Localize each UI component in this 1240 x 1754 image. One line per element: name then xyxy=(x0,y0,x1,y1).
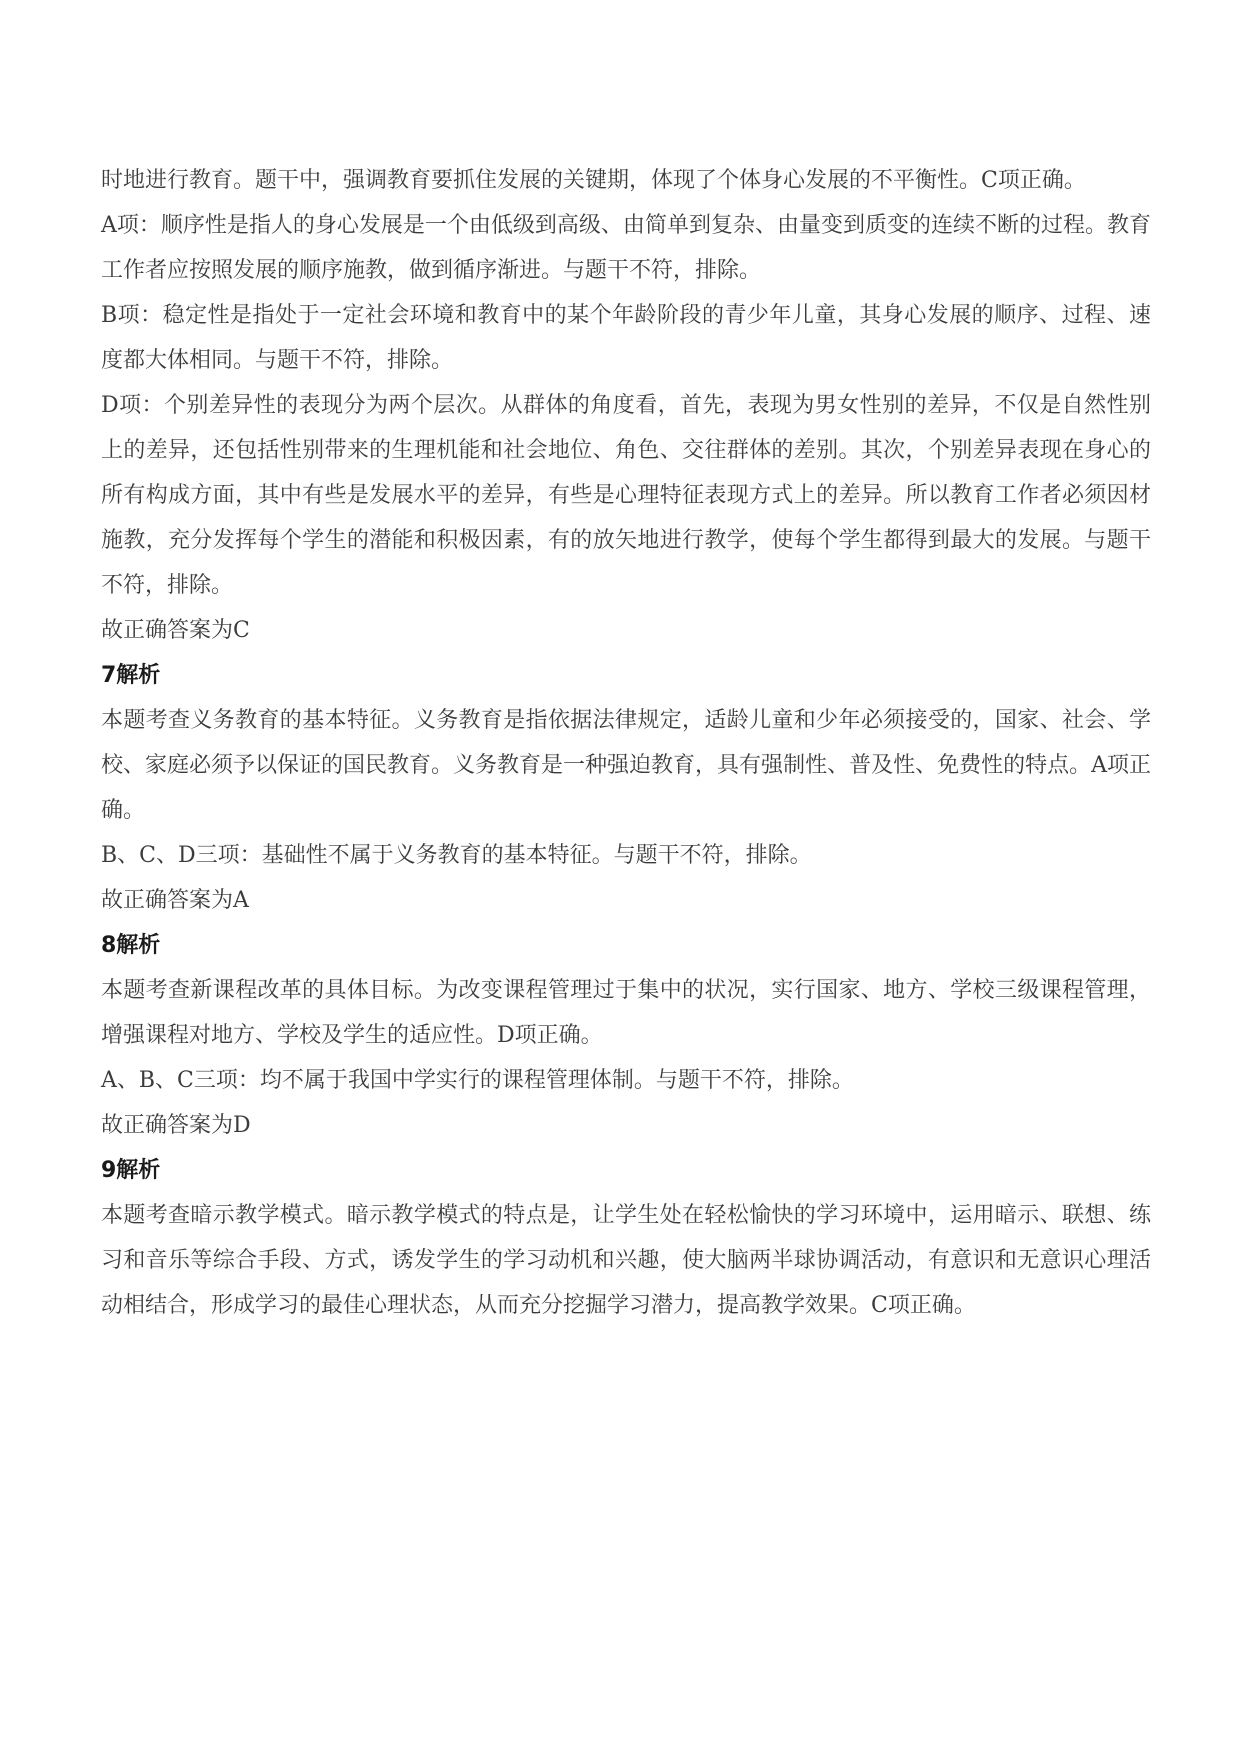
answer-line: 故正确答案为D xyxy=(101,1113,251,1138)
section-heading: 9解析 xyxy=(101,1158,161,1183)
document-page xyxy=(101,158,1151,1328)
paragraph: 本题考查暗示教学模式。暗示教学模式的特点是，让学生处在轻松愉快的学习环境中，运用暗示、联想、练习和音乐等综合手段、方式，诱发学生的学习动机和兴趣，使大脑两半球协调活动，有意识和无意识心理活动相结合，形成学习的最佳心理状态，从而充分挖掘学习潜力，提高教学效果。C项正确。 xyxy=(101,1203,1151,1318)
paragraph: A、B、C三项：均不属于我国中学实行的课程管理体制。与题干不符，排除。 xyxy=(101,1068,854,1093)
section-heading: 7解析 xyxy=(101,663,161,688)
answer-line: 故正确答案为C xyxy=(101,618,250,643)
paragraph: 本题考查新课程改革的具体目标。为改变课程管理过于集中的状况，实行国家、地方、学校三级课程管理，增强课程对地方、学校及学生的适应性。D项正确。 xyxy=(101,978,1151,1048)
section-heading: 8解析 xyxy=(101,933,161,958)
paragraph: D项：个别差异性的表现分为两个层次。从群体的角度看，首先，表现为男女性别的差异，不仅是自然性别上的差异，还包括性别带来的生理机能和社会地位、角色、交往群体的差别。其次，个别差异表现在身心的所有构成方面，其中有些是发展水平的差异，有些是心理特征表现方式上的差异。所以教育工作者必须因材施教，充分发挥每个学生的潜能和积极因素，有的放矢地进行教学，使每个学生都得到最大的发展。与题干不符，排除。 xyxy=(101,393,1151,598)
paragraph: B、C、D三项：基础性不属于义务教育的基本特征。与题干不符，排除。 xyxy=(101,843,812,868)
paragraph: B项：稳定性是指处于一定社会环境和教育中的某个年龄阶段的青少年儿童，其身心发展的顺序、过程、速度都大体相同。与题干不符，排除。 xyxy=(101,303,1151,373)
answer-line: 故正确答案为A xyxy=(101,888,249,913)
paragraph: 时地进行教育。题干中，强调教育要抓住发展的关键期，体现了个体身心发展的不平衡性。C项正确。 xyxy=(101,168,1086,193)
paragraph: 本题考查义务教育的基本特征。义务教育是指依据法律规定，适龄儿童和少年必须接受的，国家、社会、学校、家庭必须予以保证的国民教育。义务教育是一种强迫教育，具有强制性、普及性、免费性的特点。A项正确。 xyxy=(101,708,1151,823)
paragraph: A项：顺序性是指人的身心发展是一个由低级到高级、由简单到复杂、由量变到质变的连续不断的过程。教育工作者应按照发展的顺序施教，做到循序渐进。与题干不符，排除。 xyxy=(101,213,1151,283)
